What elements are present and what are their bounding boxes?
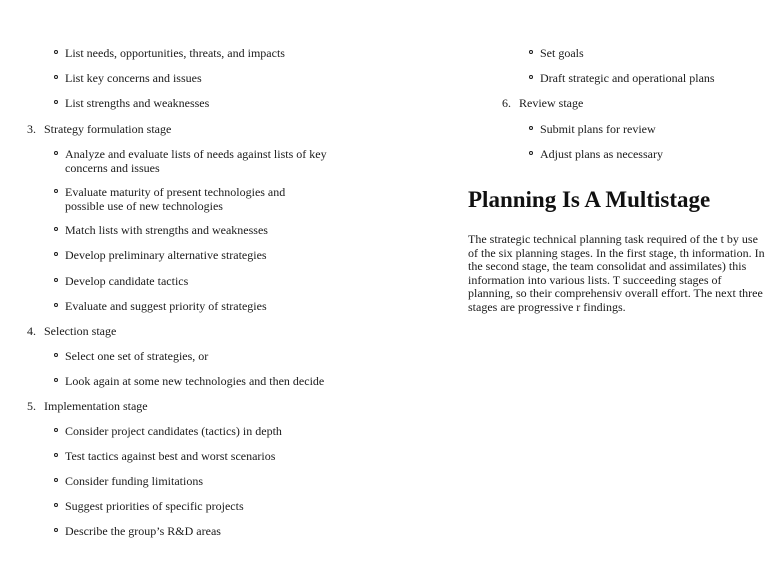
stage-3-heading <box>27 122 171 136</box>
list-item: Suggest priorities of specific projects <box>65 499 355 513</box>
stage-label: Review stage <box>519 96 584 110</box>
stage-4-heading <box>27 324 116 338</box>
stage-label: Implementation stage <box>44 399 148 413</box>
body-paragraph: The strategic technical planning task required of the t by use of the six planning stages. In the first stage, th information. In the second stage, the team consolidat and assimilates) this information into various lists. T succeeding stages of planning, so their comprehensiv overall effort. The next three stages are progressive r findings. <box>468 232 765 314</box>
stage-label: Selection stage <box>44 324 117 338</box>
list-item: Select one set of strategies, or <box>65 349 355 363</box>
stage-number: 3. <box>27 122 36 136</box>
list-item: Develop candidate tactics <box>65 274 355 288</box>
list-item: Consider funding limitations <box>65 474 355 488</box>
list-item: Test tactics against best and worst scenarios <box>65 449 355 463</box>
list-item: Analyze and evaluate lists of needs against lists of key concerns and issues <box>65 147 327 175</box>
list-item: Evaluate maturity of present technologies and possible use of new technologies <box>65 185 327 213</box>
stage-number: 6. <box>502 96 511 110</box>
stage-5-heading <box>27 399 148 413</box>
list-item: Evaluate and suggest priority of strategies <box>65 299 355 313</box>
stage-number: 5. <box>27 399 36 413</box>
right-column <box>464 0 765 582</box>
section-heading: Planning Is A Multistage <box>468 187 711 212</box>
list-item: Match lists with strengths and weaknesses <box>65 223 355 237</box>
list-item: Look again at some new technologies and then decide <box>65 374 355 388</box>
list-item: Submit plans for review <box>540 122 716 136</box>
list-item: Adjust plans as necessary <box>540 147 716 161</box>
list-item: List needs, opportunities, threats, and impacts <box>65 46 355 60</box>
list-item: Consider project candidates (tactics) in depth <box>65 424 355 438</box>
stage-label: Strategy formulation stage <box>44 122 172 136</box>
list-item: Describe the group’s R&D areas <box>65 524 355 538</box>
stage-number: 4. <box>27 324 36 338</box>
list-item: List strengths and weaknesses <box>65 96 355 110</box>
list-item: Develop preliminary alternative strategies <box>65 248 355 262</box>
list-item: List key concerns and issues <box>65 71 355 85</box>
stage-6-heading <box>502 96 583 110</box>
list-item: Draft strategic and operational plans <box>540 71 715 85</box>
list-item: Set goals <box>540 46 716 60</box>
